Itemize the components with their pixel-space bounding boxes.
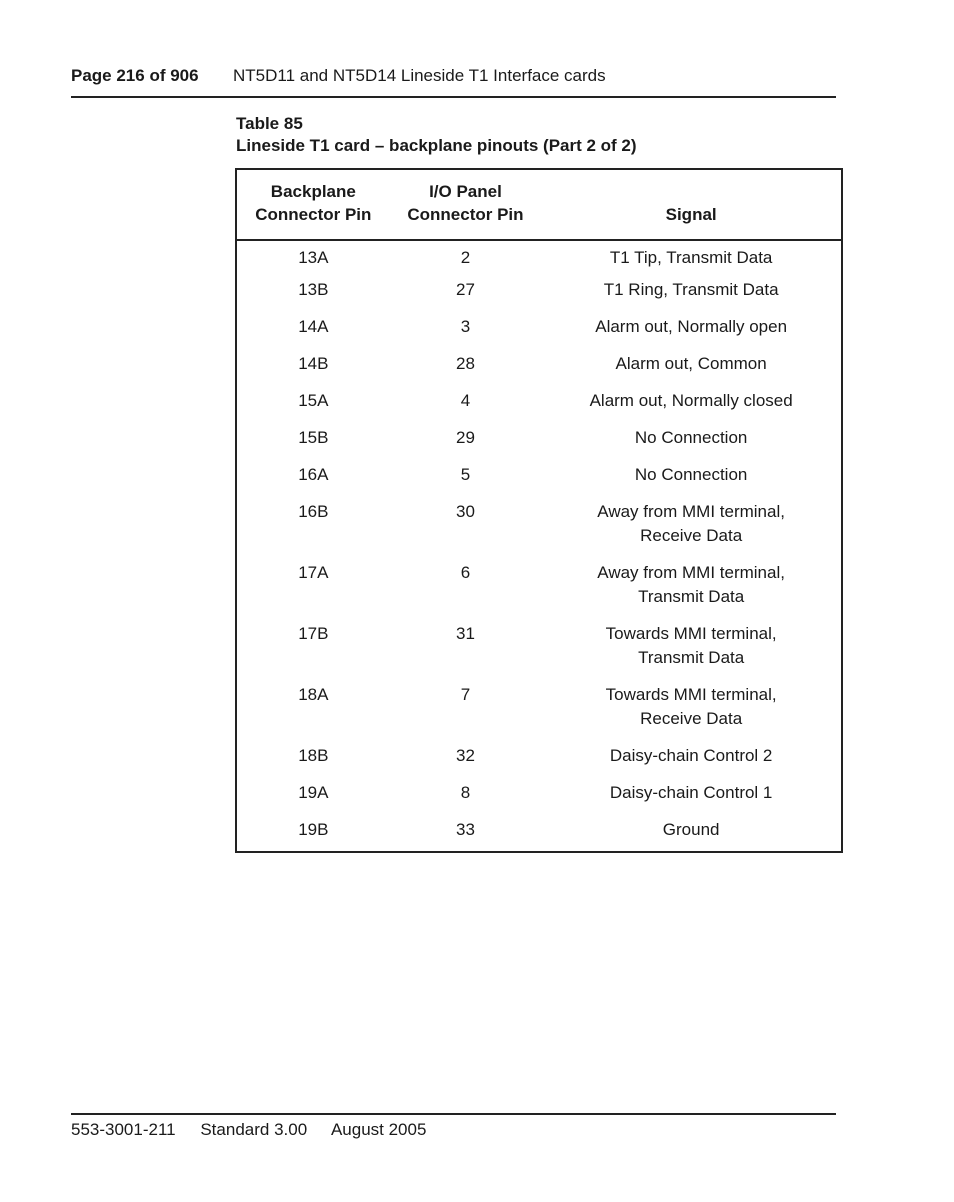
io-panel-pin-cell: 3 — [460, 317, 471, 336]
signal-cell: Alarm out, Common — [615, 354, 767, 373]
table-title: Lineside T1 card – backplane pinouts (Part 2 of 2) — [236, 136, 637, 155]
backplane-pin-cell: 13A — [298, 248, 329, 267]
backplane-pin-cell: 16A — [298, 465, 329, 484]
signal-cell: T1 Ring, Transmit Data — [603, 280, 779, 299]
io-panel-pin-cell: 2 — [460, 248, 471, 267]
backplane-pin-cell: 14B — [298, 354, 329, 373]
table-row — [236, 818, 842, 852]
backplane-pin-cell: 15B — [298, 428, 329, 447]
table-row — [236, 278, 842, 315]
io-panel-pin-cell: 32 — [456, 746, 475, 765]
io-panel-pin-cell: 8 — [460, 783, 471, 802]
io-panel-pin-cell: 7 — [460, 685, 471, 704]
signal-cell: No Connection — [634, 428, 748, 447]
table-row — [236, 240, 842, 278]
signal-cell: Towards MMI terminal, Transmit Data — [605, 624, 777, 667]
io-panel-pin-cell: 5 — [460, 465, 471, 484]
signal-cell: T1 Tip, Transmit Data — [609, 248, 773, 267]
signal-cell: Ground — [662, 820, 720, 839]
table-row — [236, 463, 842, 500]
publication-date: August 2005 — [330, 1120, 427, 1139]
signal-cell: Alarm out, Normally open — [595, 317, 788, 336]
table-row — [236, 389, 842, 426]
io-panel-pin-cell: 33 — [456, 820, 475, 839]
signal-cell: No Connection — [634, 465, 748, 484]
standard-version: Standard 3.00 — [200, 1120, 308, 1139]
table-label: Table 85 — [236, 114, 303, 133]
signal-cell: Towards MMI terminal, Receive Data — [605, 685, 777, 728]
table-row — [236, 500, 842, 561]
backplane-pin-cell: 17A — [298, 563, 329, 582]
backplane-pin-cell: 18B — [298, 746, 329, 765]
signal-cell: Alarm out, Normally closed — [589, 391, 793, 410]
signal-cell: Daisy-chain Control 2 — [609, 746, 773, 765]
io-panel-pin-cell: 27 — [456, 280, 475, 299]
table-row — [236, 683, 842, 744]
column-header-backplane — [236, 169, 390, 240]
backplane-pin-cell: 13B — [298, 280, 329, 299]
table-row — [236, 426, 842, 463]
signal-cell: Away from MMI terminal, Transmit Data — [597, 563, 785, 606]
io-panel-pin-cell: 4 — [460, 391, 471, 410]
table-row — [236, 622, 842, 683]
page-header — [71, 66, 836, 98]
backplane-pin-cell: 17B — [298, 624, 329, 643]
page-footer — [71, 1113, 836, 1140]
backplane-pin-cell: 14A — [298, 317, 329, 336]
column-header-io-line2: Connector Pin — [407, 205, 524, 224]
column-header-io-panel — [390, 169, 542, 240]
table-caption — [236, 113, 637, 157]
backplane-pin-cell: 16B — [298, 502, 329, 521]
document-title: NT5D11 and NT5D14 Lineside T1 Interface cards — [233, 66, 606, 85]
document-number: 553-3001-211 — [71, 1120, 176, 1139]
backplane-pin-cell: 18A — [298, 685, 329, 704]
signal-cell: Daisy-chain Control 1 — [609, 783, 773, 802]
table-row — [236, 315, 842, 352]
column-header-io-line1: I/O Panel — [429, 182, 502, 201]
page-number: Page 216 of 906 — [71, 66, 199, 85]
io-panel-pin-cell: 29 — [456, 428, 475, 447]
table-row — [236, 744, 842, 781]
table-row — [236, 561, 842, 622]
table-row — [236, 352, 842, 389]
io-panel-pin-cell: 31 — [456, 624, 475, 643]
column-header-signal: Signal — [541, 169, 842, 240]
signal-cell: Away from MMI terminal, Receive Data — [597, 502, 785, 545]
io-panel-pin-cell: 28 — [456, 354, 475, 373]
io-panel-pin-cell: 6 — [460, 563, 471, 582]
backplane-pin-cell: 15A — [298, 391, 329, 410]
table-body — [236, 240, 842, 852]
column-header-backplane-line2: Connector Pin — [255, 205, 372, 224]
table-row — [236, 781, 842, 818]
pinouts-table — [235, 168, 843, 853]
io-panel-pin-cell: 30 — [456, 502, 475, 521]
backplane-pin-cell: 19A — [298, 783, 329, 802]
column-header-backplane-line1: Backplane — [270, 182, 356, 201]
table-header-row — [236, 169, 842, 240]
backplane-pin-cell: 19B — [298, 820, 329, 839]
